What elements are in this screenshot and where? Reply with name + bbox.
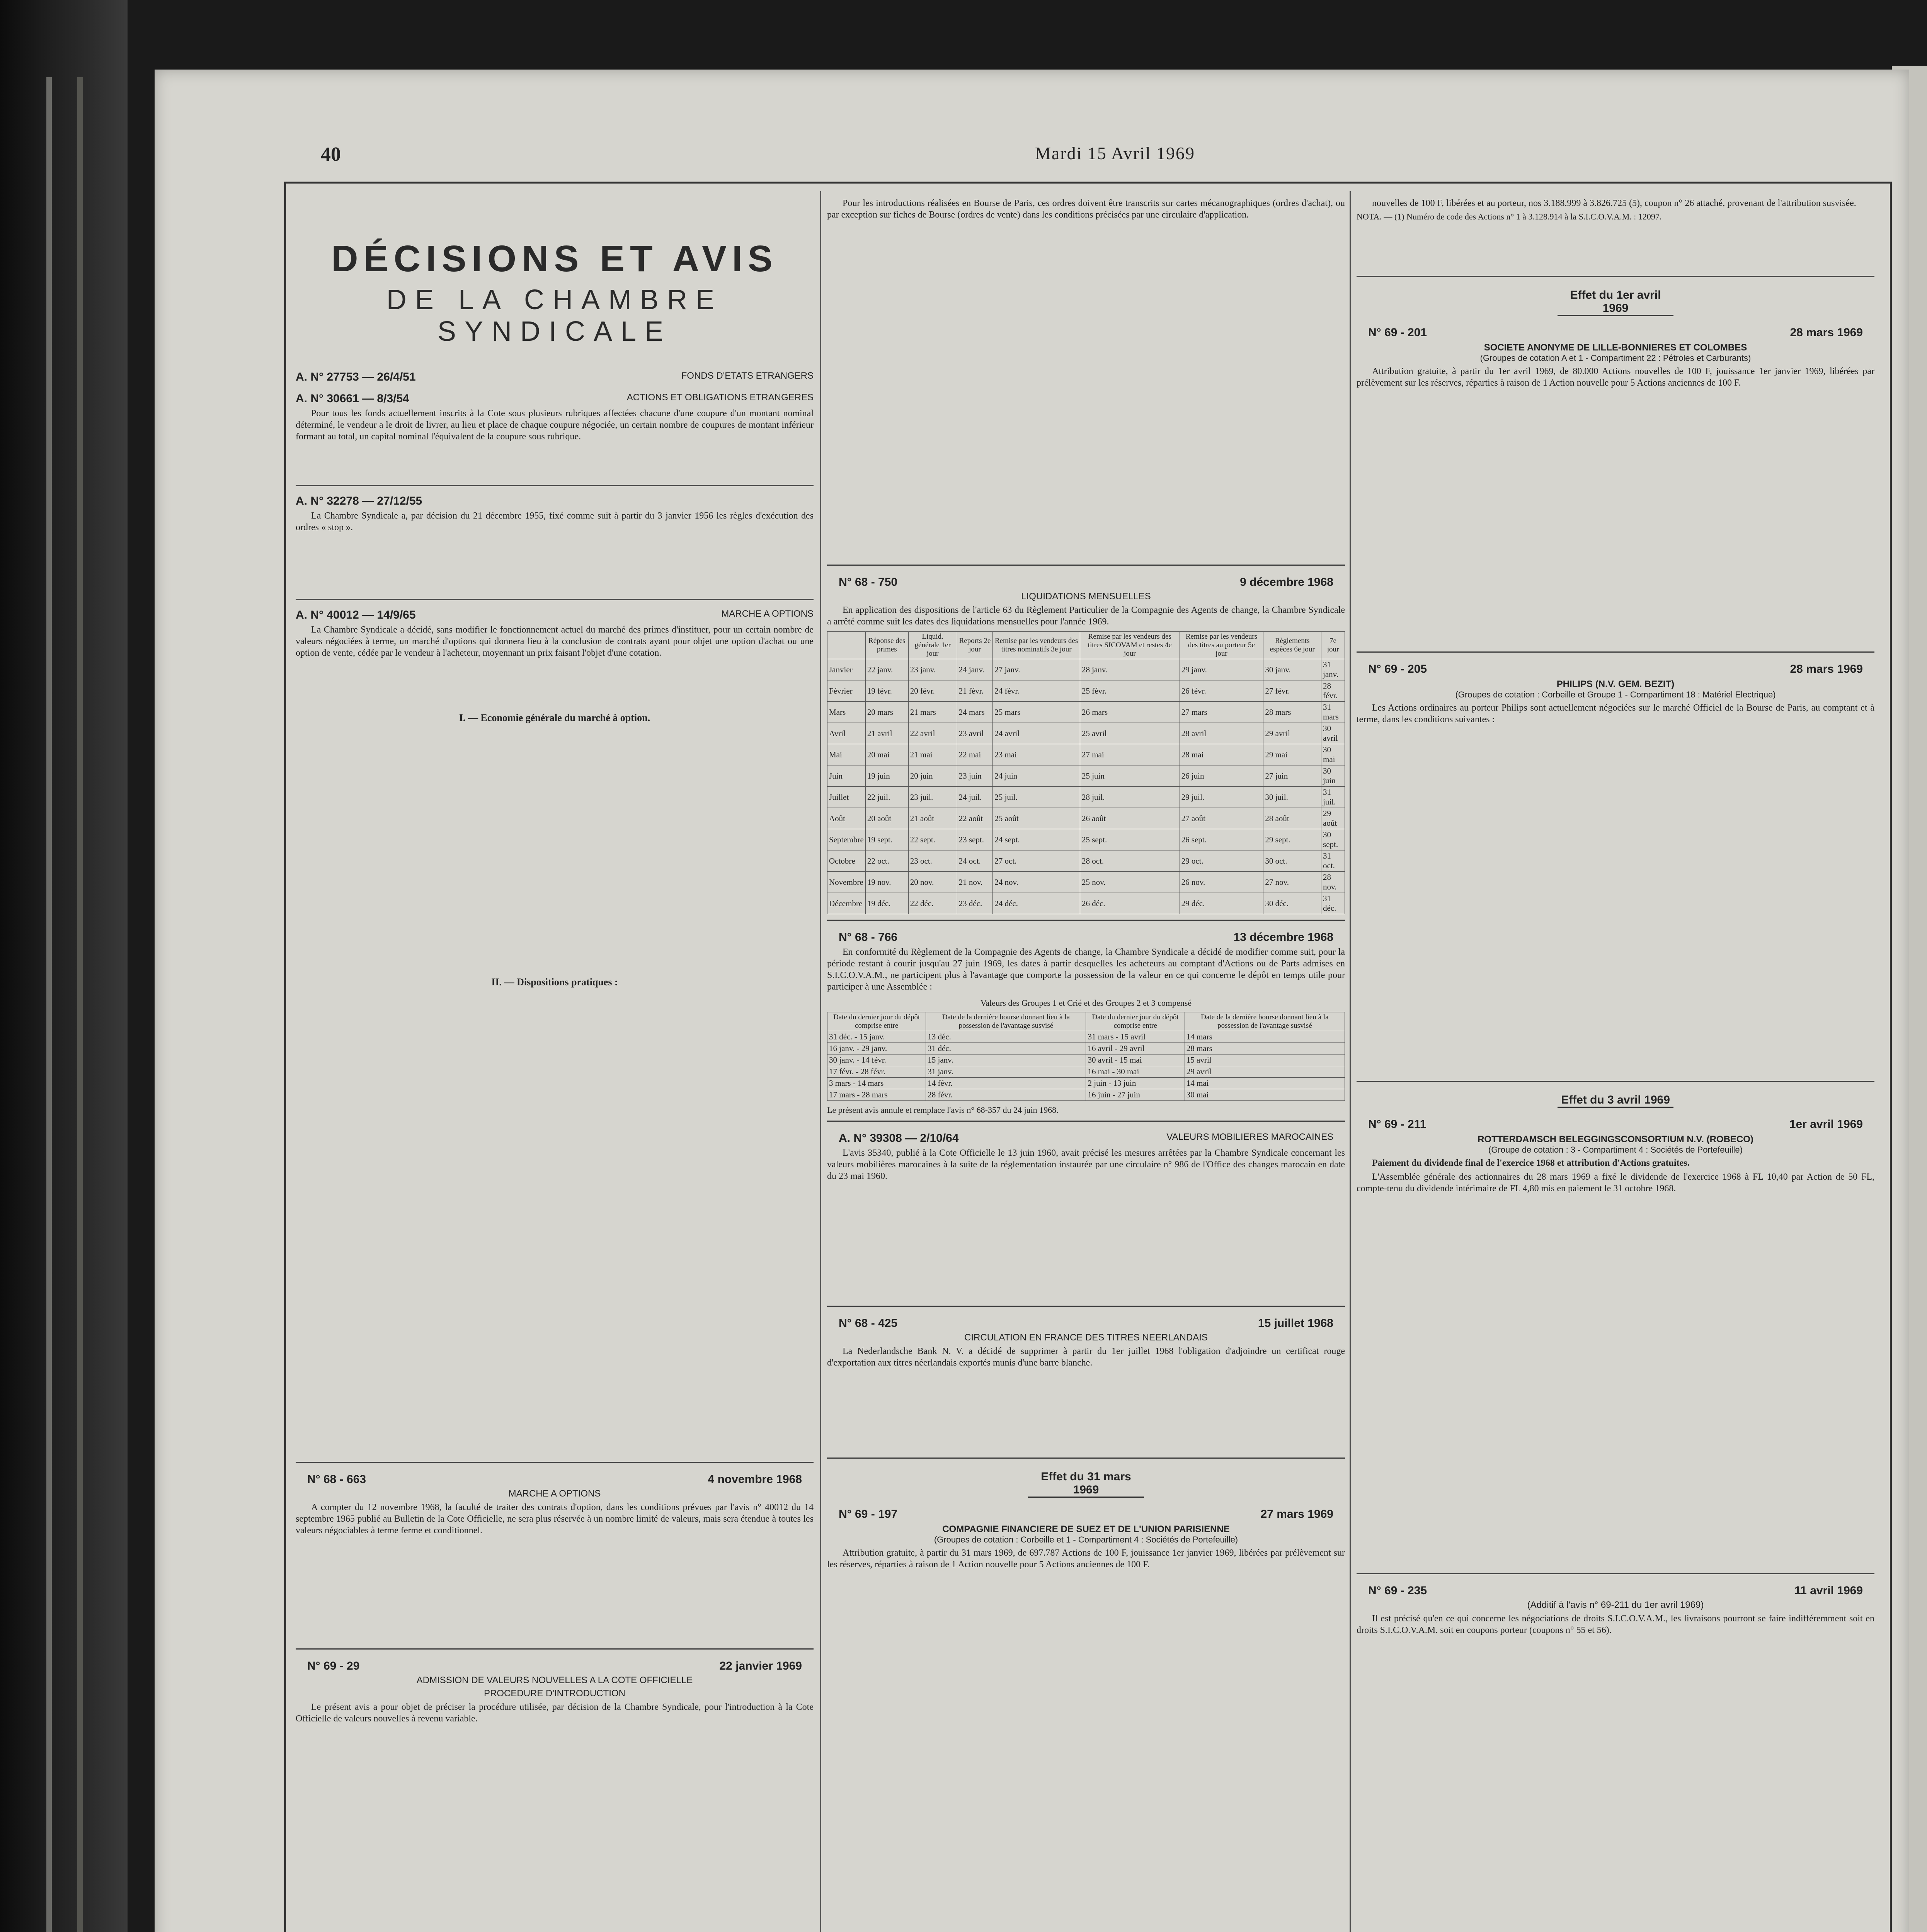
- table-title: Valeurs des Groupes 1 et Crié et des Groupes 2 et 3 compensé: [980, 998, 1192, 1008]
- table-cell: 24 sept.: [993, 829, 1080, 850]
- table-cell: 26 juin: [1180, 765, 1263, 787]
- table-header-cell: Date du dernier jour du dépôt comprise entre: [1086, 1012, 1185, 1031]
- table-cell: 30 oct.: [1263, 850, 1321, 872]
- notice-text: Attribution gratuite, à partir du 31 mars 1969, de 697.787 Actions de 100 F, jouissance 1er janvier 1969, libérées par prélèvement sur les réserves, réparties à raison de 1 Action nouvelle pour 5 Actions anciennes de 100 F.: [827, 1548, 1345, 1570]
- ref-number: A. N° 30661 — 8/3/54: [296, 392, 409, 405]
- table-cell: 24 déc.: [993, 893, 1080, 914]
- section-heading: I. — Economie générale du marché à option.: [459, 712, 650, 723]
- notice-text: nouvelles de 100 F, libérées et au porteur, nos 3.188.999 à 3.826.725 (5), coupon n° 26 attaché, provenant de l'attribution susvisée.: [1372, 198, 1856, 208]
- table-cell: 27 juin: [1263, 765, 1321, 787]
- table-cell: 30 avril: [1321, 723, 1345, 744]
- table-cell: 20 juin: [908, 765, 957, 787]
- page-edge: [46, 77, 52, 1932]
- notice-label: CIRCULATION EN FRANCE DES TITRES NEERLANDAIS: [964, 1332, 1208, 1343]
- column-rule: [1350, 191, 1351, 1932]
- notice-text: Le présent avis a pour objet de préciser la procédure utilisée, par décision de la Chambre Syndicale, pour l'introduction à la Cote Officielle de valeurs nouvelles à revenu variable.: [296, 1702, 814, 1724]
- notice-date: 11 avril 1969: [1794, 1584, 1863, 1597]
- table-header-cell: Date du dernier jour du dépôt comprise entre: [827, 1012, 926, 1031]
- table-cell: 26 nov.: [1180, 872, 1263, 893]
- page-subtitle: DE LA CHAMBRE SYNDICALE: [386, 284, 723, 347]
- table-header-cell: [827, 632, 866, 659]
- table-cell: 16 avril - 29 avril: [1086, 1043, 1185, 1054]
- table-row: [827, 1043, 1345, 1054]
- ref-number: A. N° 32278 — 27/12/55: [296, 495, 422, 507]
- table-cell: 31 déc. - 15 janv.: [827, 1031, 926, 1043]
- table-cell: Août: [827, 808, 866, 829]
- table-cell: 28 juil.: [1080, 787, 1180, 808]
- company-name: SOCIETE ANONYME DE LILLE-BONNIERES ET COLOMBES: [1484, 342, 1747, 353]
- table-cell: 31 déc.: [926, 1043, 1086, 1054]
- table-cell: 29 avril: [1263, 723, 1321, 744]
- table-cell: 21 août: [908, 808, 957, 829]
- table-cell: 21 mai: [908, 744, 957, 765]
- notice-date: 28 mars 1969: [1790, 663, 1863, 675]
- ref-label: ACTIONS ET OBLIGATIONS ETRANGERES: [626, 392, 814, 403]
- table-header-cell: Remise par les vendeurs des titres SICOVAM et restes 4e jour: [1080, 632, 1180, 659]
- table-cell: 31 déc.: [1321, 893, 1345, 914]
- notice-text: En application des dispositions de l'article 63 du Règlement Particulier de la Compagnie des Agents de change, la Chambre Syndicale a arrêté comme suit les dates des liquidations mensuelles pour l'année 1969.: [827, 605, 1345, 627]
- notice-text: A compter du 12 novembre 1968, la faculté de traiter des contrats d'option, dans les conditions prévues par l'avis n° 40012 du 14 septembre 1965 publié au Bulletin de la Cote Officielle, ne sera plus réservée à un nombre limité de valeurs, mais sera étendue à toutes les valeurs négociables à terme ferme et conditionnel.: [296, 1502, 814, 1536]
- table-cell: 31 janv.: [1321, 659, 1345, 680]
- notice-label: ADMISSION DE VALEURS NOUVELLES A LA COTE OFFICIELLE: [416, 1675, 693, 1685]
- table-cell: 21 févr.: [957, 680, 993, 702]
- table-row: [827, 702, 1345, 723]
- notice-text: Attribution gratuite, à partir du 1er avril 1969, de 80.000 Actions nouvelles de 100 F, jouissance 1er janvier 1969, libérées par prélèvement sur les réserves, réparties à raison de 1 Action nouvelle pour 5 Actions anciennes de 100 F.: [1357, 366, 1874, 388]
- company-name: ROTTERDAMSCH BELEGGINGSCONSORTIUM N.V. (ROBECO): [1478, 1134, 1753, 1145]
- table-cell: 24 juil.: [957, 787, 993, 808]
- table-cell: 23 oct.: [908, 850, 957, 872]
- table-cell: 24 mars: [957, 702, 993, 723]
- notice-number: N° 68 - 750: [839, 576, 898, 588]
- book-spine: [0, 0, 128, 1932]
- table-cell: 30 mai: [1321, 744, 1345, 765]
- table-cell: 19 nov.: [865, 872, 908, 893]
- notice-number: A. N° 39308 — 2/10/64: [839, 1132, 959, 1145]
- table-cell: 20 août: [865, 808, 908, 829]
- table-row: [827, 765, 1345, 787]
- newspaper-page: [155, 70, 1909, 1932]
- table-cell: 24 janv.: [957, 659, 993, 680]
- notice-date: 22 janvier 1969: [719, 1660, 802, 1672]
- table-row: [827, 787, 1345, 808]
- table-cell: 27 mars: [1180, 702, 1263, 723]
- notice-heading: [1357, 1584, 1874, 1597]
- table-cell: Février: [827, 680, 866, 702]
- table-cell: 29 mai: [1263, 744, 1321, 765]
- effective-date-heading: Effet du 3 avril 1969: [1558, 1094, 1673, 1108]
- table-row: [827, 659, 1345, 680]
- company-group: (Groupes de cotation : Corbeille et 1 - Compartiment 4 : Sociétés de Portefeuille): [934, 1535, 1238, 1544]
- table-row: [827, 850, 1345, 872]
- table-cell: 27 août: [1180, 808, 1263, 829]
- table-cell: 28 mai: [1180, 744, 1263, 765]
- notice-heading: [296, 1660, 814, 1673]
- notice-text: En conformité du Règlement de la Compagnie des Agents de change, la Chambre Syndicale a décidé de modifier comme suit, pour la période restant à courir jusqu'au 27 juin 1969, les dates à partir desquelles les acheteurs au comptant d'Actions ou de Parts admises en S.I.C.O.V.A.M., ne participent plus à l'avantage que comporte la possession de la valeur en ce qui concerne le dépôt en temps utile pour participer à une Assemblée :: [827, 947, 1345, 992]
- notice-label: PROCEDURE D'INTRODUCTION: [484, 1688, 625, 1699]
- notice-heading: [827, 1317, 1345, 1330]
- table-cell: 25 juil.: [993, 787, 1080, 808]
- deposit-table: [827, 1012, 1345, 1101]
- table-header-cell: Liquid. générale 1er jour: [908, 632, 957, 659]
- table-cell: 24 févr.: [993, 680, 1080, 702]
- table-cell: 23 avril: [957, 723, 993, 744]
- table-cell: 27 févr.: [1263, 680, 1321, 702]
- notice-heading: [827, 1132, 1345, 1145]
- notice-note: NOTA. — (1) Numéro de code des Actions n° 1 à 3.128.914 à la S.I.C.O.V.A.M. : 12097.: [1357, 212, 1662, 221]
- table-row: [827, 744, 1345, 765]
- ref-label: MARCHE A OPTIONS: [721, 609, 814, 619]
- table-header-cell: 7e jour: [1321, 632, 1345, 659]
- table-cell: 31 mars: [1321, 702, 1345, 723]
- table-cell: Décembre: [827, 893, 866, 914]
- table-cell: 21 avril: [865, 723, 908, 744]
- column-3: [1357, 195, 1874, 1932]
- table-cell: 27 janv.: [993, 659, 1080, 680]
- page-number: 40: [321, 143, 341, 165]
- table-cell: 22 mai: [957, 744, 993, 765]
- notice-text: L'Assemblée générale des actionnaires du 28 mars 1969 a fixé le dividende de l'exercice 1968 à FL 10,40 par Action de 50 FL, compte-tenu du dividende intérimaire de FL 4,80 mis en paiement le 31 octobre 1968.: [1357, 1172, 1874, 1194]
- table-cell: 29 août: [1321, 808, 1345, 829]
- notice-heading: [827, 576, 1345, 589]
- table-row: [827, 723, 1345, 744]
- notice-ref: [296, 392, 814, 405]
- notice-number: N° 69 - 197: [839, 1508, 898, 1520]
- table-cell: 28 avril: [1180, 723, 1263, 744]
- table-cell: 19 sept.: [865, 829, 908, 850]
- table-cell: 27 mai: [1080, 744, 1180, 765]
- notice-date: 1er avril 1969: [1789, 1118, 1863, 1131]
- company-name: PHILIPS (N.V. GEM. BEZIT): [1556, 679, 1675, 689]
- table-cell: 16 janv. - 29 janv.: [827, 1043, 926, 1054]
- table-cell: 27 nov.: [1263, 872, 1321, 893]
- notice-text: Les Actions ordinaires au porteur Philips sont actuellement négociées sur le marché Officiel de la Bourse de Paris, au comptant et à terme, dans les conditions suivantes :: [1357, 703, 1874, 724]
- notice-number: N° 69 - 205: [1368, 663, 1427, 675]
- table-cell: 31 oct.: [1321, 850, 1345, 872]
- table-cell: 23 janv.: [908, 659, 957, 680]
- table-cell: 31 janv.: [926, 1066, 1086, 1078]
- table-cell: 2 juin - 13 juin: [1086, 1078, 1185, 1089]
- column-1: [296, 195, 814, 1932]
- table-cell: 14 févr.: [926, 1078, 1086, 1089]
- notice-ref: [296, 371, 814, 384]
- table-cell: 28 oct.: [1080, 850, 1180, 872]
- table-cell: 31 mars - 15 avril: [1086, 1031, 1185, 1043]
- table-cell: Juillet: [827, 787, 866, 808]
- table-cell: 24 oct.: [957, 850, 993, 872]
- table-cell: 25 févr.: [1080, 680, 1180, 702]
- effective-date-heading: Effet du 1er avril 1969: [1558, 289, 1673, 316]
- section-heading: II. — Dispositions pratiques :: [491, 976, 618, 988]
- page-title: DÉCISIONS ET AVIS: [331, 238, 778, 279]
- notice-label: LIQUIDATIONS MENSUELLES: [1021, 591, 1151, 602]
- notice-text: La Nederlandsche Bank N. V. a décidé de supprimer à partir du 1er juillet 1968 l'obligation d'adjoindre un certificat rouge d'exportation aux titres néerlandais exportés munis d'une barre blanche.: [827, 1346, 1345, 1368]
- issue-date: Mardi 15 Avril 1969: [1035, 143, 1195, 163]
- table-cell: 30 déc.: [1263, 893, 1321, 914]
- table-cell: 20 févr.: [908, 680, 957, 702]
- notice-date: 13 décembre 1968: [1233, 931, 1333, 944]
- table-cell: 15 janv.: [926, 1054, 1086, 1066]
- table-cell: 15 avril: [1185, 1054, 1345, 1066]
- liquidation-table: [827, 631, 1345, 914]
- company-group: (Groupe de cotation : 3 - Compartiment 4 : Sociétés de Portefeuille): [1488, 1145, 1743, 1155]
- table-cell: 25 nov.: [1080, 872, 1180, 893]
- table-header-cell: Remise par les vendeurs des titres nominatifs 3e jour: [993, 632, 1080, 659]
- notice-number: N° 68 - 766: [839, 931, 898, 944]
- table-cell: 28 févr.: [1321, 680, 1345, 702]
- table-cell: 23 juil.: [908, 787, 957, 808]
- ref-number: A. N° 27753 — 26/4/51: [296, 371, 416, 383]
- table-cell: 3 mars - 14 mars: [827, 1078, 926, 1089]
- ref-label: FONDS D'ETATS ETRANGERS: [681, 371, 814, 381]
- table-row: [827, 1089, 1345, 1101]
- table-row: [827, 1078, 1345, 1089]
- notice-note: Le présent avis annule et remplace l'avis n° 68-357 du 24 juin 1968.: [827, 1105, 1059, 1115]
- table-cell: 22 janv.: [865, 659, 908, 680]
- table-cell: 29 juil.: [1180, 787, 1263, 808]
- table-cell: 29 déc.: [1180, 893, 1263, 914]
- table-row: [827, 893, 1345, 914]
- table-cell: 14 mai: [1185, 1078, 1345, 1089]
- table-row: [827, 1066, 1345, 1078]
- table-cell: 26 déc.: [1080, 893, 1180, 914]
- table-cell: 27 oct.: [993, 850, 1080, 872]
- table-cell: 29 oct.: [1180, 850, 1263, 872]
- table-cell: Mai: [827, 744, 866, 765]
- notice-heading: [827, 1508, 1345, 1521]
- notice-number: N° 69 - 29: [307, 1660, 360, 1672]
- notice-date: 9 décembre 1968: [1240, 576, 1333, 588]
- table-cell: 28 mars: [1263, 702, 1321, 723]
- table-row: [827, 1054, 1345, 1066]
- table-cell: 22 août: [957, 808, 993, 829]
- table-cell: 25 sept.: [1080, 829, 1180, 850]
- notice-label: VALEURS MOBILIERES MAROCAINES: [1166, 1132, 1333, 1142]
- table-cell: 25 mars: [993, 702, 1080, 723]
- page-header: [321, 143, 1909, 170]
- table-header-cell: Reports 2e jour: [957, 632, 993, 659]
- table-cell: 24 nov.: [993, 872, 1080, 893]
- table-cell: 26 févr.: [1180, 680, 1263, 702]
- table-cell: 20 mai: [865, 744, 908, 765]
- notice-number: N° 68 - 425: [839, 1317, 898, 1330]
- notice-ref: [296, 495, 814, 508]
- table-cell: 16 juin - 27 juin: [1086, 1089, 1185, 1101]
- table-header-cell: Remise par les vendeurs des titres au porteur 5e jour: [1180, 632, 1263, 659]
- table-cell: 23 sept.: [957, 829, 993, 850]
- table-row: [827, 872, 1345, 893]
- table-cell: 29 sept.: [1263, 829, 1321, 850]
- table-header-cell: Date de la dernière bourse donnant lieu à la possession de l'avantage susvisé: [926, 1012, 1086, 1031]
- table-cell: 19 févr.: [865, 680, 908, 702]
- table-cell: 17 févr. - 28 févr.: [827, 1066, 926, 1078]
- table-cell: 30 mai: [1185, 1089, 1345, 1101]
- table-cell: 20 nov.: [908, 872, 957, 893]
- notice-heading: [296, 1473, 814, 1486]
- notice-date: 15 juillet 1968: [1258, 1317, 1333, 1330]
- table-cell: 22 oct.: [865, 850, 908, 872]
- table-cell: 14 mars: [1185, 1031, 1345, 1043]
- table-header-cell: Date de la dernière bourse donnant lieu à la possession de l'avantage susvisé: [1185, 1012, 1345, 1031]
- table-cell: Janvier: [827, 659, 866, 680]
- table-cell: Avril: [827, 723, 866, 744]
- table-cell: 19 déc.: [865, 893, 908, 914]
- table-cell: Septembre: [827, 829, 866, 850]
- company-group: (Groupes de cotation A et 1 - Compartiment 22 : Pétroles et Carburants): [1480, 353, 1751, 363]
- table-row: [827, 680, 1345, 702]
- notice-text: Il est précisé qu'en ce qui concerne les négociations de droits S.I.C.O.V.A.M., les livraisons pourront se faire indifféremment soit en droits S.I.C.O.V.A.M. soit en coupons porteur (coupons n° 55 et 56).: [1357, 1614, 1874, 1635]
- table-cell: 25 avril: [1080, 723, 1180, 744]
- notice-text: La Chambre Syndicale a décidé, sans modifier le fonctionnement actuel du marché des primes d'instituer, pour un certain nombre de valeurs négociées à terme, un marché d'options qui donnera lieu à la conclusion de contrats ayant pour objet une option d'achat ou une option de vente, cédée par le vendeur à l'acheteur, moyennant un prix faisant l'objet d'une cotation.: [296, 625, 814, 658]
- ref-number: A. N° 40012 — 14/9/65: [296, 609, 416, 621]
- table-cell: 23 juin: [957, 765, 993, 787]
- table-cell: 22 déc.: [908, 893, 957, 914]
- table-cell: 16 mai - 30 mai: [1086, 1066, 1185, 1078]
- notice-heading: [827, 931, 1345, 944]
- table-cell: 20 mars: [865, 702, 908, 723]
- notice-date: 27 mars 1969: [1260, 1508, 1333, 1520]
- table-cell: 22 avril: [908, 723, 957, 744]
- table-cell: Mars: [827, 702, 866, 723]
- table-row: [827, 829, 1345, 850]
- table-cell: 30 janv.: [1263, 659, 1321, 680]
- notice-number: N° 69 - 211: [1368, 1118, 1427, 1131]
- notice-heading: [1357, 663, 1874, 676]
- effective-date-heading: Effet du 31 mars 1969: [1028, 1470, 1144, 1498]
- content-frame: [284, 182, 1892, 1932]
- table-row: [827, 808, 1345, 829]
- notice-text: Pour les introductions réalisées en Bourse de Paris, ces ordres doivent être transcrits sur cartes mécanographiques (ordres d'achat), ou par exception sur fiches de Bourse (ordres de vente) dans les conditions précisées par une circulaire d'application.: [827, 198, 1345, 220]
- notice-heading: [1357, 326, 1874, 339]
- notice-label: MARCHE A OPTIONS: [508, 1488, 601, 1499]
- table-cell: 26 mars: [1080, 702, 1180, 723]
- table-cell: 29 avril: [1185, 1066, 1345, 1078]
- notice-text: L'avis 35340, publié à la Cote Officielle le 13 juin 1960, avait précisé les mesures arrêtées par la Chambre Syndicale concernant les valeurs mobilières marocaines à la suite de la réglementation instaurée par une circulaire n° 986 de l'Office des changes marocain en date du 23 mai 1960.: [827, 1148, 1345, 1181]
- table-cell: 28 janv.: [1080, 659, 1180, 680]
- table-cell: 23 déc.: [957, 893, 993, 914]
- table-cell: 22 sept.: [908, 829, 957, 850]
- column-2: [827, 195, 1345, 1932]
- page-edge: [77, 77, 83, 1932]
- table-cell: 23 mai: [993, 744, 1080, 765]
- table-cell: 30 sept.: [1321, 829, 1345, 850]
- notice-number: N° 68 - 663: [307, 1473, 366, 1486]
- table-cell: 25 août: [993, 808, 1080, 829]
- table-cell: 31 juil.: [1321, 787, 1345, 808]
- table-cell: 21 mars: [908, 702, 957, 723]
- table-cell: Octobre: [827, 850, 866, 872]
- notice-text: La Chambre Syndicale a, par décision du 21 décembre 1955, fixé comme suit à partir du 3 janvier 1956 les règles d'exécution des ordres « stop ».: [296, 511, 814, 532]
- notice-text: Pour tous les fonds actuellement inscrits à la Cote sous plusieurs rubriques affectées chacune d'une coupure d'un montant nominal déterminé, le vendeur a le droit de livrer, au lieu et place de chaque coupure négociée, un certain nombre de coupures de montant inférieur formant au total, un capital nominal l'équivalent de la coupure sous rubrique.: [296, 408, 814, 442]
- notice-date: 4 novembre 1968: [708, 1473, 802, 1486]
- table-row: [827, 1031, 1345, 1043]
- table-cell: 17 mars - 28 mars: [827, 1089, 926, 1101]
- table-header-cell: Règlements espèces 6e jour: [1263, 632, 1321, 659]
- table-cell: 30 juin: [1321, 765, 1345, 787]
- table-cell: 30 avril - 15 mai: [1086, 1054, 1185, 1066]
- column-rule: [820, 191, 821, 1932]
- notice-label: (Additif à l'avis n° 69-211 du 1er avril 1969): [1527, 1600, 1704, 1610]
- table-cell: 26 sept.: [1180, 829, 1263, 850]
- notice-date: 28 mars 1969: [1790, 326, 1863, 339]
- notice-heading: [1357, 1118, 1874, 1131]
- table-cell: 13 déc.: [926, 1031, 1086, 1043]
- table-cell: 24 avril: [993, 723, 1080, 744]
- table-cell: 28 févr.: [926, 1089, 1086, 1101]
- company-group: (Groupes de cotation : Corbeille et Groupe 1 - Compartiment 18 : Matériel Electrique): [1455, 690, 1776, 699]
- table-cell: 28 août: [1263, 808, 1321, 829]
- company-name: COMPAGNIE FINANCIERE DE SUEZ ET DE L'UNION PARISIENNE: [942, 1524, 1230, 1534]
- table-cell: 19 juin: [865, 765, 908, 787]
- table-cell: 25 juin: [1080, 765, 1180, 787]
- table-header-cell: Réponse des primes: [865, 632, 908, 659]
- table-cell: Novembre: [827, 872, 866, 893]
- table-cell: 28 nov.: [1321, 872, 1345, 893]
- table-cell: 21 nov.: [957, 872, 993, 893]
- table-cell: 29 janv.: [1180, 659, 1263, 680]
- table-cell: 30 janv. - 14 févr.: [827, 1054, 926, 1066]
- table-cell: 24 juin: [993, 765, 1080, 787]
- table-cell: 30 juil.: [1263, 787, 1321, 808]
- table-cell: 26 août: [1080, 808, 1180, 829]
- table-cell: Juin: [827, 765, 866, 787]
- notice-ref: [296, 609, 814, 622]
- table-cell: 22 juil.: [865, 787, 908, 808]
- notice-number: N° 69 - 235: [1368, 1584, 1427, 1597]
- table-cell: 28 mars: [1185, 1043, 1345, 1054]
- notice-number: N° 69 - 201: [1368, 326, 1427, 339]
- notice-subheading: Paiement du dividende final de l'exercice 1968 et attribution d'Actions gratuites.: [1372, 1158, 1690, 1168]
